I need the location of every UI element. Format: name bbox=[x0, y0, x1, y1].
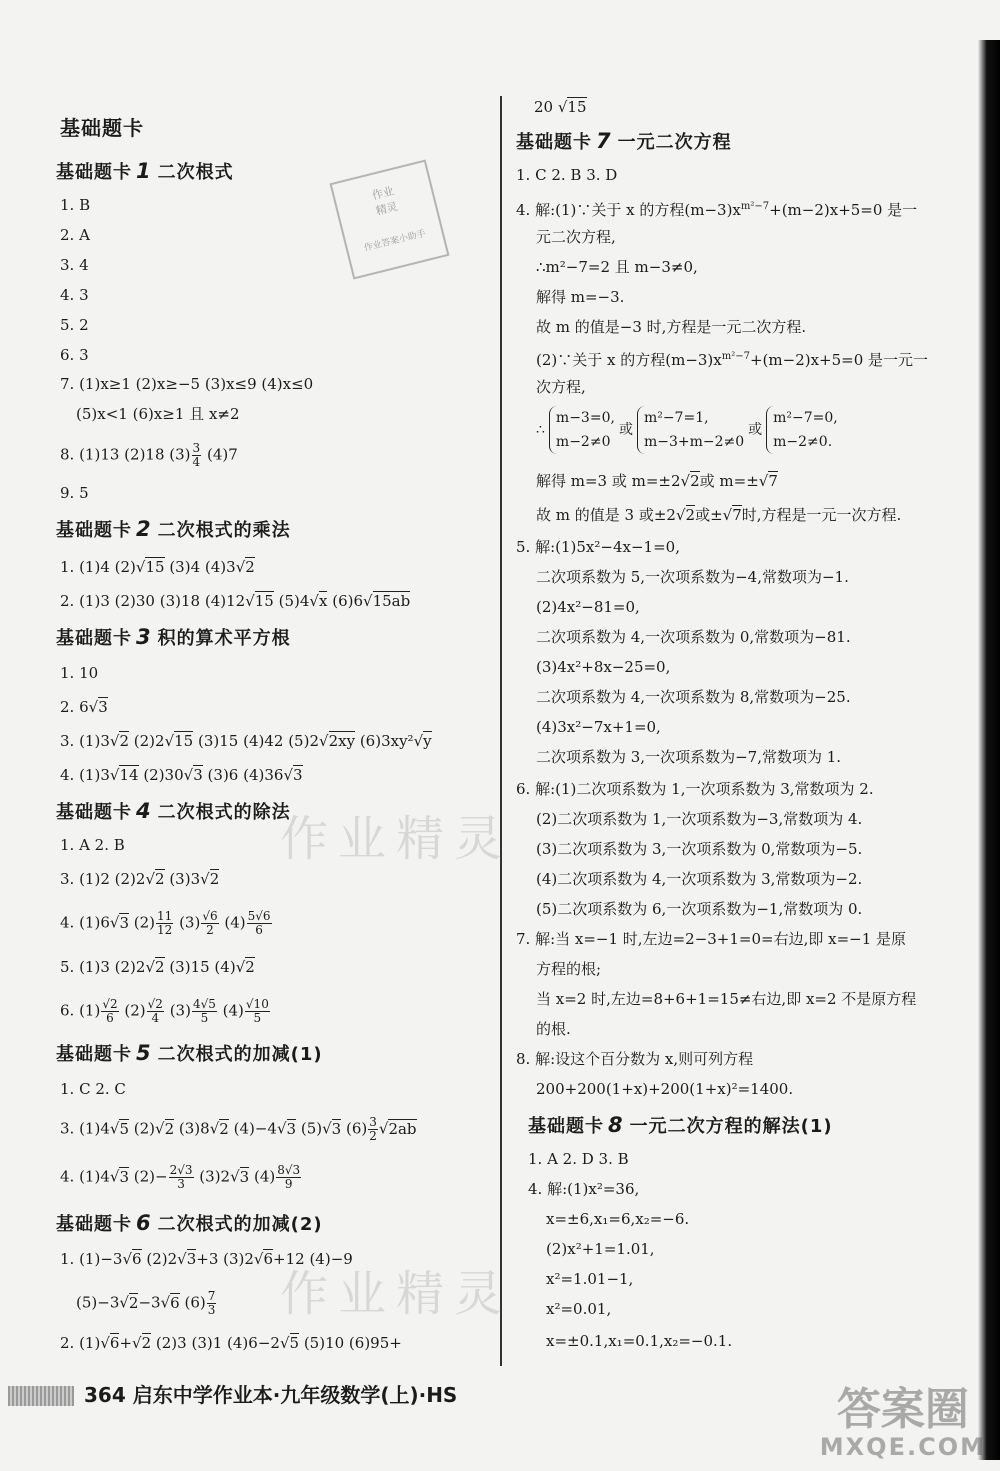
card-heading-1: 基础题卡 1 二次根式 bbox=[56, 159, 234, 183]
answer-line: 1. A 2. B bbox=[60, 836, 125, 854]
answer-line: 二次项系数为 4,一次项系数为 0,常数项为−81. bbox=[536, 628, 851, 646]
answer-line: 3. (1)2 (2)2√2 (3)3√2 bbox=[60, 870, 220, 888]
card-heading-4: 基础题卡 4 二次根式的除法 bbox=[56, 799, 291, 823]
answer-line: 2. (1)3 (2)30 (3)18 (4)12√15 (5)4√x (6)6√15ab bbox=[60, 592, 411, 610]
answer-line: 7. 解:当 x=−1 时,左边=2−3+1=0=右边,即 x=−1 是原 bbox=[516, 930, 907, 948]
answer-line: (5)x<1 (6)x≥1 且 x≠2 bbox=[76, 405, 240, 423]
answer-line: 1. 10 bbox=[60, 664, 99, 682]
answer-line: 5. 2 bbox=[60, 316, 89, 334]
answer-line: 4. (1)6√3 (2) $\frac{11}{12}$ (3) $\frac{√6}{2}$ (4) $\frac{5√6}{6}$ bbox=[60, 909, 271, 937]
answer-line: 的根. bbox=[536, 1020, 571, 1038]
watermark: 作业精灵 bbox=[280, 811, 513, 867]
card-heading-6: 基础题卡 6 二次根式的加减(2) bbox=[56, 1211, 323, 1235]
answer-line: 3. (1)4√5 (2)√2 (3)8√2 (4)−4√3 (5)√3 (6) $\frac{3}{2}$ √2ab bbox=[60, 1115, 417, 1143]
card-heading-3: 基础题卡 3 积的算术平方根 bbox=[56, 625, 291, 649]
answer-line: 次方程, bbox=[536, 378, 586, 396]
answer-line: (5)−3√2−3√6 (6) $\frac{7}{3}$ bbox=[76, 1289, 216, 1317]
answer-line: 二次项系数为 4,一次项系数为 8,常数项为−25. bbox=[536, 688, 851, 706]
answer-line: 4. (1)4√3 (2)− $\frac{2√3}{3}$ (3)2√3 (4) $\frac{8√3}{9}$ bbox=[60, 1163, 301, 1191]
answer-line: 3. 4 bbox=[60, 256, 89, 274]
answer-line: 6. 3 bbox=[60, 346, 89, 364]
answer-line: 9. 5 bbox=[60, 484, 89, 502]
answer-line: 5. 解:(1)5x²−4x−1=0, bbox=[516, 538, 680, 556]
answer-line: 8. 解:设这个百分数为 x,则可列方程 bbox=[516, 1050, 754, 1068]
answer-line: 6. (1) $\frac{√2}{6}$ (2) $\frac{√2}{4}$ (3) $\frac{4√5}{5}$ (4) $\frac{√10}{5}$ bbox=[60, 997, 269, 1025]
answer-line: x=±0.1,x₁=0.1,x₂=−0.1. bbox=[546, 1332, 733, 1350]
card-heading-2: 基础题卡 2 二次根式的乘法 bbox=[56, 517, 291, 541]
answer-line: x²=1.01−1, bbox=[546, 1270, 634, 1288]
equation-system: ∴ m−3=0, m−2≠0 或 m²−7=1, m−3+m−2≠0 或 m²−7=0, m−2≠0. bbox=[536, 406, 842, 454]
answer-line: 4. 3 bbox=[60, 286, 89, 304]
answer-line: 二次项系数为 5,一次项系数为−4,常数项为−1. bbox=[536, 568, 849, 586]
stamp-seal: 作业 精灵 作业答案小助手 bbox=[329, 159, 449, 279]
answer-line: 故 m 的值是−3 时,方程是一元二次方程. bbox=[536, 318, 807, 336]
answer-line: 解得 m=−3. bbox=[536, 288, 625, 306]
answer-line: 解得 m=3 或 m=±2√2或 m=±√7 bbox=[536, 472, 778, 490]
answer-line: 方程的根; bbox=[536, 960, 602, 978]
page-footer bbox=[0, 1378, 560, 1412]
section-title: 基础题卡 bbox=[60, 116, 144, 140]
answer-line: 8. (1)13 (2)18 (3) $\frac{3}{4}$ (4)7 bbox=[60, 441, 238, 469]
answer-line: 故 m 的值是 3 或±2√2或±√7时,方程是一元一次方程. bbox=[536, 506, 902, 524]
answer-line: (2)x²+1=1.01, bbox=[546, 1240, 655, 1258]
answer-line: x=±6,x₁=6,x₂=−6. bbox=[546, 1210, 690, 1228]
page-edge-shadow bbox=[978, 40, 1000, 1460]
card-heading-5: 基础题卡 5 二次根式的加减(1) bbox=[56, 1041, 323, 1065]
answer-line: (4)3x²−7x+1=0, bbox=[536, 718, 661, 736]
book-title: 启东中学作业本·九年级数学(上)·HS bbox=[132, 1383, 458, 1407]
answer-line: (2)4x²−81=0, bbox=[536, 598, 640, 616]
answer-line: (3)4x²+8x−25=0, bbox=[536, 658, 671, 676]
answer-line: (3)二次项系数为 3,一次项系数为 0,常数项为−5. bbox=[536, 840, 863, 858]
answer-line: 2. A bbox=[60, 226, 90, 244]
answer-line: 2. 6√3 bbox=[60, 698, 108, 716]
page-number: 364 bbox=[84, 1383, 126, 1407]
site-logo: 答案圈 MXQE.COM bbox=[819, 1384, 986, 1461]
answer-line: 3. (1)3√2 (2)2√15 (3)15 (4)42 (5)2√2xy (6)3xy²√y bbox=[60, 732, 432, 750]
card-heading-8: 基础题卡 8 一元二次方程的解法(1) bbox=[528, 1113, 833, 1137]
answer-line: 元二次方程, bbox=[536, 228, 616, 246]
answer-line: (5)二次项系数为 6,一次项系数为−1,常数项为 0. bbox=[536, 900, 863, 918]
answer-line: 当 x=2 时,左边=8+6+1=15≠右边,即 x=2 不是原方程 bbox=[536, 990, 917, 1008]
answer-line: 4. 解:(1)x²=36, bbox=[528, 1180, 640, 1198]
answer-line: 4. 解:(1)∵关于 x 的方程$(m-3)x^{m^2-7}+(m-2)x+5=0$ 是一 bbox=[516, 201, 918, 219]
answer-line: 6. 解:(1)二次项系数为 1,一次项系数为 3,常数项为 2. bbox=[516, 780, 874, 798]
footer-bar bbox=[8, 1386, 74, 1406]
answer-line: 1. C 2. B 3. D bbox=[516, 166, 618, 184]
answer-line: 1. (1)−3√6 (2)2√3+3 (3)2√6+12 (4)−9 bbox=[60, 1250, 353, 1268]
card-heading-7: 基础题卡 7 一元二次方程 bbox=[516, 129, 732, 153]
answer-line: (4)二次项系数为 4,一次项系数为 3,常数项为−2. bbox=[536, 870, 863, 888]
answer-line: 5. (1)3 (2)2√2 (3)15 (4)√2 bbox=[60, 958, 255, 976]
column-divider bbox=[500, 96, 502, 1366]
answer-line: 1. C 2. C bbox=[60, 1080, 126, 1098]
answer-line: x²=0.01, bbox=[546, 1300, 612, 1318]
watermark: 作业精灵 bbox=[280, 1266, 513, 1322]
answer-line: 20 √15 bbox=[534, 98, 587, 116]
answer-line: 二次项系数为 3,一次项系数为−7,常数项为 1. bbox=[536, 748, 842, 766]
answer-line: (2)∵关于 x 的方程$(m-3)x^{m^2-7}+(m-2)x+5=0$ 是一元一 bbox=[536, 351, 929, 369]
answer-line: ∴m²−7=2 且 m−3≠0, bbox=[536, 258, 698, 276]
answer-line: (2)二次项系数为 1,一次项系数为−3,常数项为 4. bbox=[536, 810, 863, 828]
answer-line: 2. (1)√6+√2 (2)3 (3)1 (4)6−2√5 (5)10 (6)95+ bbox=[60, 1334, 402, 1352]
answer-line: 7. (1)x≥1 (2)x≥−5 (3)x≤9 (4)x≤0 bbox=[60, 375, 314, 393]
answer-line: 1. (1)4 (2)√15 (3)4 (4)3√2 bbox=[60, 558, 255, 576]
answer-line: 1. B bbox=[60, 196, 91, 214]
answer-line: 1. A 2. D 3. B bbox=[528, 1150, 629, 1168]
answer-line: 200+200(1+x)+200(1+x)²=1400. bbox=[536, 1080, 794, 1098]
answer-line: 4. (1)3√14 (2)30√3 (3)6 (4)36√3 bbox=[60, 766, 303, 784]
